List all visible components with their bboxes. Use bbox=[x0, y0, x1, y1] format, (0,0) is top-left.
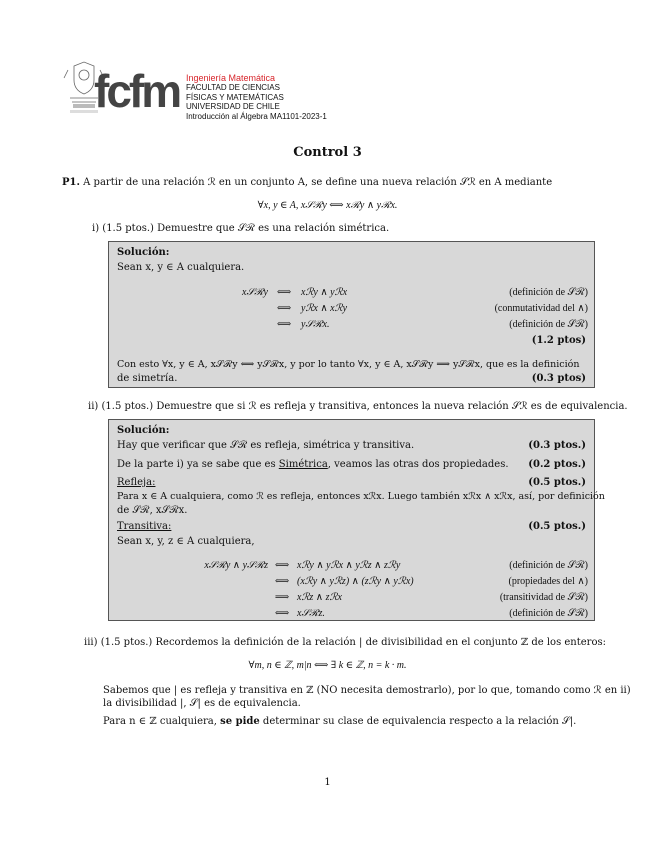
points-badge: (0.3 ptos.) bbox=[528, 440, 586, 451]
eq-op: ⟺ bbox=[276, 303, 292, 314]
part-i-solution-box bbox=[108, 241, 595, 388]
part-ii-text: (1.5 ptos.) Demuestre que si ℛ es refleja y transitiva, entonces la nueva relación 𝒮ℛ es de equivalencia. bbox=[101, 401, 628, 412]
page-number: 1 bbox=[324, 777, 331, 788]
conclusion-line-1: Con esto ∀x, y ∈ A, x𝒮ℛy ⟺ y𝒮ℛx, y por lo tanto ∀x, y ∈ A, x𝒮ℛy ⟹ y𝒮ℛx, que es la definición bbox=[117, 359, 580, 370]
points-badge: (0.3 ptos) bbox=[531, 373, 586, 384]
points-badge: (1.2 ptos) bbox=[531, 335, 586, 346]
part-iii-para-1-line-2: la divisibilidad |, 𝒮| es de equivalencia. bbox=[103, 698, 301, 709]
section-heading: Transitiva: bbox=[117, 521, 172, 532]
header-text bbox=[186, 74, 327, 121]
eq-rhs: xℛy ∧ yℛx bbox=[301, 287, 348, 298]
part-ii-label: ii) bbox=[88, 401, 99, 412]
p1-intro bbox=[62, 177, 622, 188]
para-text: determinar su clase de equivalencia respecto a la relación 𝒮|. bbox=[259, 716, 577, 727]
refleja-line-2: de 𝒮ℛ, x𝒮ℛx. bbox=[117, 505, 188, 516]
solution-text: , veamos las otras dos propiedades. bbox=[327, 459, 509, 470]
points-badge: (0.5 ptos.) bbox=[528, 521, 586, 532]
eq-note: (definición de 𝒮ℛ) bbox=[509, 560, 588, 571]
eq-note: (definición de 𝒮ℛ) bbox=[509, 287, 588, 298]
university-name: UNIVERSIDAD DE CHILE bbox=[186, 102, 280, 112]
solution-line bbox=[117, 459, 586, 470]
eq-rhs: yℛx ∧ xℛy bbox=[301, 303, 348, 314]
eq-note: (propiedades del ∧) bbox=[508, 576, 588, 587]
solution-text: Hay que verificar que 𝒮ℛ es refleja, simétrica y transitiva. bbox=[117, 440, 415, 451]
refleja-line-1: Para x ∈ A cualquiera, como ℛ es refleja, entonces xℛx. Luego también xℛx ∧ xℛx, así, por definición bbox=[117, 491, 605, 502]
conclusion-text: de simetría. bbox=[117, 373, 178, 384]
dept-name: Ingeniería Matemática bbox=[186, 73, 276, 83]
eq-lhs: x𝒮ℛy ∧ y𝒮ℛz bbox=[204, 560, 268, 571]
part-iii-para-2 bbox=[103, 716, 576, 727]
p1-definition: ∀x, y ∈ A, x𝒮ℛy ⟺ xℛy ∧ yℛx. bbox=[257, 200, 398, 211]
part-i-statement bbox=[92, 223, 389, 234]
eq-note: (definición de 𝒮ℛ) bbox=[509, 608, 588, 619]
refleja-heading bbox=[117, 477, 586, 488]
fcfm-wordmark: fcfm bbox=[94, 65, 180, 117]
solution-title: Solución: bbox=[117, 247, 170, 258]
part-iii-para-1-line-1: Sabemos que | es refleja y transitiva en ℤ (NO necesita demostrarlo), por lo que, tomando como ℛ en ii) bbox=[103, 685, 631, 696]
eq-note: (conmutatividad del ∧) bbox=[494, 303, 588, 314]
faculty-line-2: FÍSICAS Y MATEMÁTICAS bbox=[186, 92, 284, 102]
part-iii-statement bbox=[84, 637, 606, 648]
part-i-text: (1.5 ptos.) Demuestre que 𝒮ℛ es una relación simétrica. bbox=[102, 223, 390, 234]
eq-rhs: y𝒮ℛx. bbox=[301, 319, 330, 330]
solution-intro: Sean x, y ∈ A cualquiera. bbox=[117, 262, 245, 273]
transitiva-heading bbox=[117, 521, 586, 532]
solution-text: De la parte i) ya se sabe que es bbox=[117, 459, 279, 470]
points-badge: (0.2 ptos.) bbox=[528, 459, 586, 470]
eq-note: (definición de 𝒮ℛ) bbox=[509, 319, 588, 330]
part-iii-text: (1.5 ptos.) Recordemos la definición de la relación | de divisibilidad en el conjunto ℤ de los enteros: bbox=[100, 637, 606, 648]
course-name: Introducción al Álgebra MA1101-2023-1 bbox=[186, 111, 327, 121]
solution-title: Solución: bbox=[117, 425, 170, 436]
transitiva-intro: Sean x, y, z ∈ A cualquiera, bbox=[117, 536, 255, 547]
section-heading: Refleja: bbox=[117, 477, 156, 488]
divisibility-definition: ∀m, n ∈ ℤ, m|n ⟺ ∃ k ∈ ℤ, n = k · m. bbox=[248, 660, 407, 671]
faculty-line-1: FACULTAD DE CIENCIAS bbox=[186, 83, 280, 93]
eq-op: ⟺ bbox=[276, 287, 292, 298]
eq-rhs: x𝒮ℛz. bbox=[297, 608, 325, 619]
p1-intro-text: A partir de una relación ℛ en un conjunto A, se define una nueva relación 𝒮ℛ en A mediante bbox=[83, 177, 553, 188]
eq-rhs: xℛy ∧ yℛx ∧ yℛz ∧ zℛy bbox=[297, 560, 401, 571]
points-badge: (0.5 ptos.) bbox=[528, 477, 586, 488]
solution-line bbox=[117, 440, 586, 451]
part-ii-statement bbox=[88, 401, 628, 412]
page-title: Control 3 bbox=[293, 145, 362, 160]
eq-op: ⟺ bbox=[274, 560, 290, 571]
eq-rhs: (xℛy ∧ yℛz) ∧ (zℛy ∧ yℛx) bbox=[297, 576, 414, 587]
eq-note: (transitividad de 𝒮ℛ) bbox=[499, 592, 588, 603]
eq-op: ⟺ bbox=[274, 576, 290, 587]
para-emphasis: se pide bbox=[220, 716, 260, 727]
eq-rhs: xℛz ∧ zℛx bbox=[297, 592, 342, 603]
p1-label: P1. bbox=[62, 177, 80, 188]
simetrica-link: Simétrica bbox=[278, 459, 328, 470]
part-i-label: i) bbox=[92, 223, 100, 234]
eq-op: ⟺ bbox=[274, 608, 290, 619]
fcfm-logo bbox=[60, 58, 180, 126]
eq-op: ⟺ bbox=[276, 319, 292, 330]
conclusion-line-2 bbox=[117, 373, 586, 384]
part-ii-solution-box bbox=[108, 419, 605, 621]
part-iii-label: iii) bbox=[84, 637, 98, 648]
para-text: Para n ∈ ℤ cualquiera, bbox=[103, 716, 221, 727]
eq-op: ⟹ bbox=[274, 592, 290, 603]
eq-lhs: x𝒮ℛy bbox=[242, 287, 268, 298]
